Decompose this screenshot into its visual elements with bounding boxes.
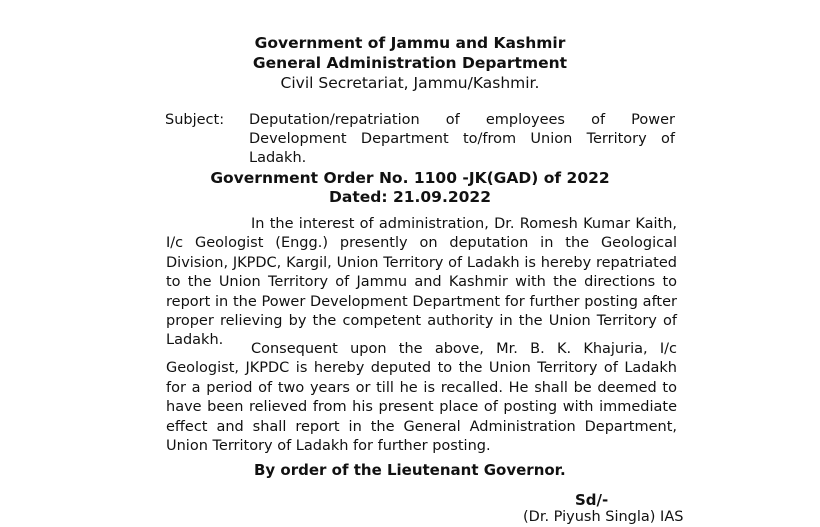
subject-text: Deputation/repatriation of employees of Power Development Department to/from Union Territory of Ladakh. [249,112,675,166]
order-number: Government Order No. 1100 -JK(GAD) of 2022 [210,169,610,187]
body-paragraph-1: In the interest of administration, Dr. Romesh Kumar Kaith, I/c Geologist (Engg.) presently on deputation in the Geological Division, JKPDC, Kargil, Union Territory of Ladakh is hereby repatriated to the Union Territory of Jammu and Kashmir with the directions to report in the Power Development Department for further posting after proper relieving by the competent authority in the Union Territory of Ladakh. [166,216,677,349]
signatory-name: (Dr. Piyush Singla) IAS [523,509,684,525]
order-date: Dated: 21.09.2022 [329,188,491,206]
body-paragraph-2: Consequent upon the above, Mr. B. K. Khajuria, I/c Geologist, JKPDC is hereby deputed to the Union Territory of Ladakh for a period of two years or till he is recalled. He shall be deemed to have been relieved from his present place of posting with immediate effect and shall report in the General Administration Department, Union Territory of Ladakh for further posting. [166,341,677,455]
header-government: Government of Jammu and Kashmir [254,34,566,52]
header-department: General Administration Department [252,54,568,72]
signature-mark: Sd/- [575,491,609,509]
header-office: Civil Secretariat, Jammu/Kashmir. [280,74,540,92]
by-order-line: By order of the Lieutenant Governor. [254,461,566,479]
subject-label: Subject: [165,112,225,128]
